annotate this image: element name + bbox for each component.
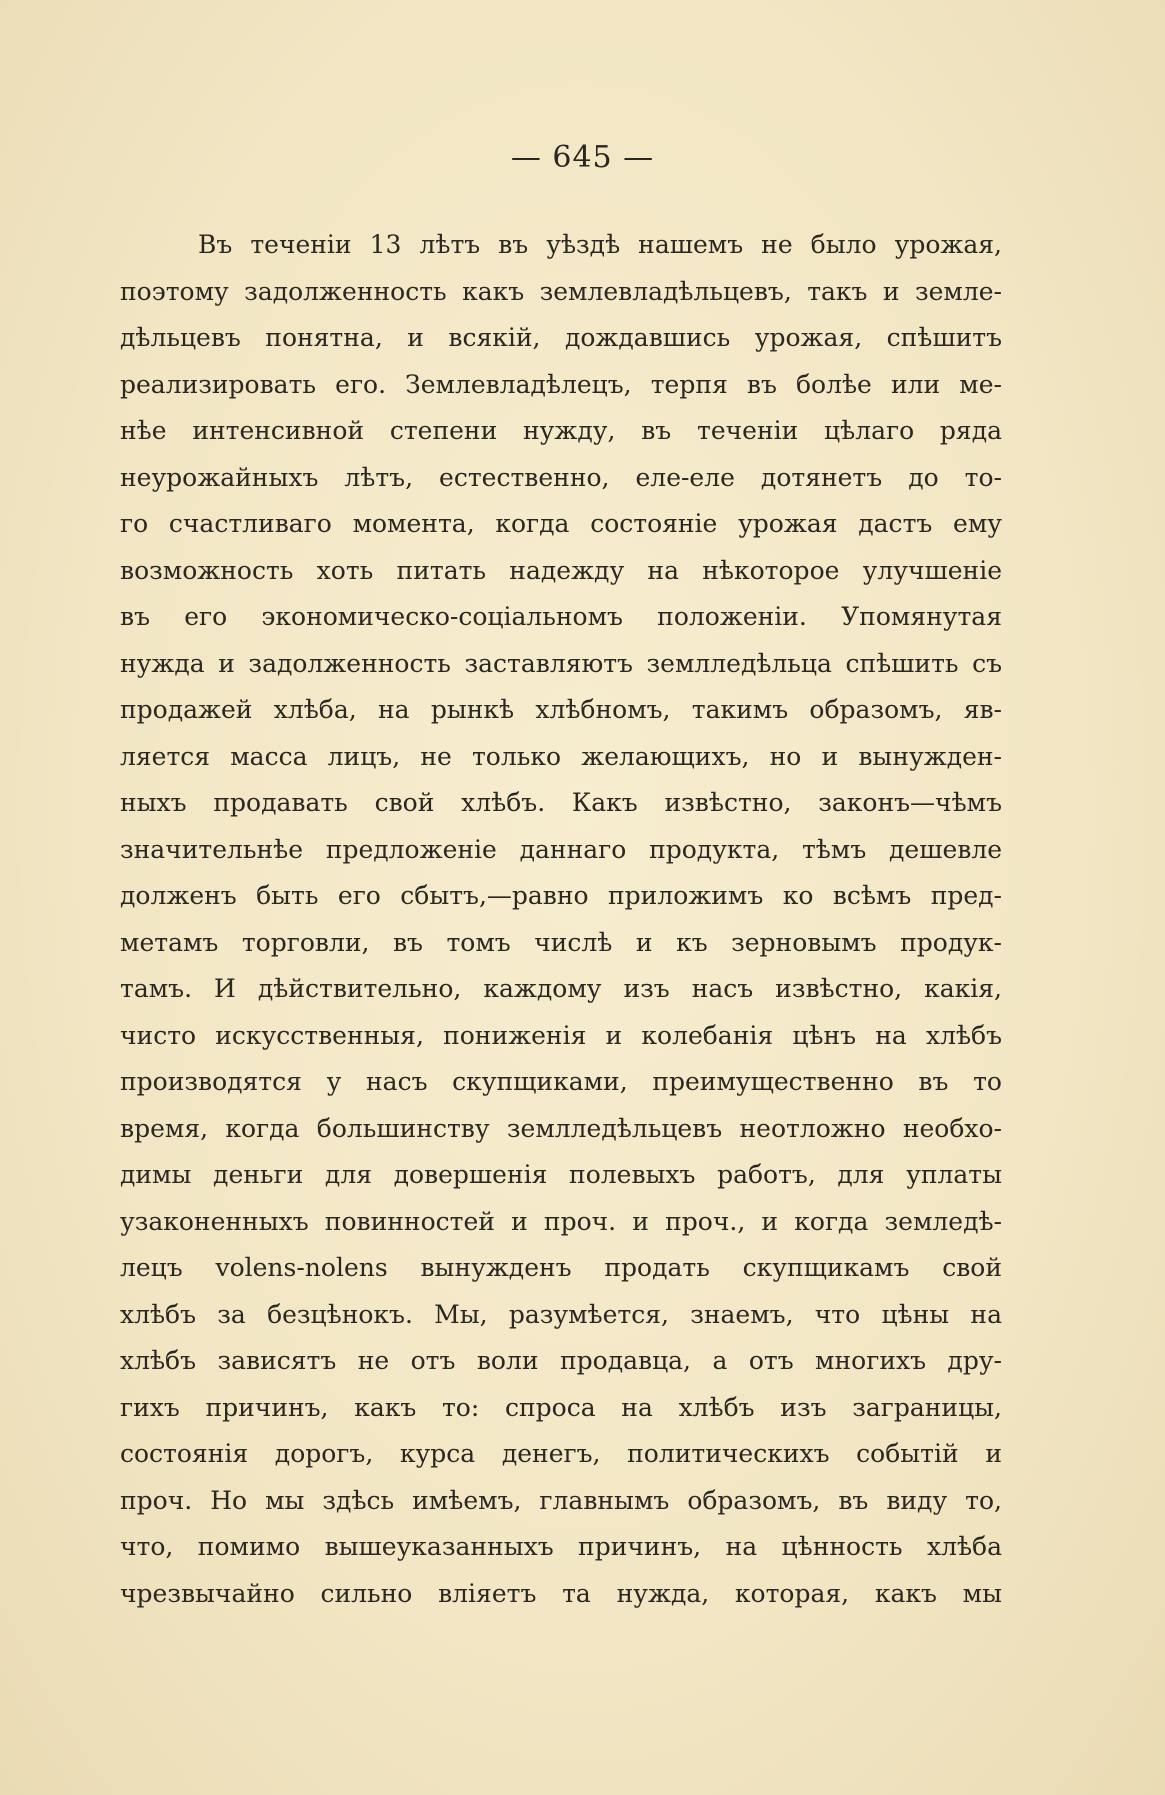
text-line: что, помимо вышеуказанныхъ причинъ, на цѣнность хлѣба bbox=[120, 1532, 1002, 1561]
text-line: метамъ торговли, въ томъ числѣ и къ зерновымъ продук- bbox=[120, 927, 1002, 957]
text-line: го счастливаго момента, когда состояніе урожая дастъ ему bbox=[120, 509, 1002, 538]
text-line: возможность хоть питать надежду на нѣкоторое улучшеніе bbox=[120, 555, 1002, 585]
text-line: гихъ причинъ, какъ то: спроса на хлѣбъ изъ заграницы, bbox=[120, 1392, 1002, 1422]
text-line: ляется масса лицъ, не только желающихъ, но и вынужден- bbox=[120, 741, 1002, 771]
text-line: продажей хлѣба, на рынкѣ хлѣбномъ, такимъ образомъ, яв- bbox=[120, 695, 1002, 724]
text-line: дѣльцевъ понятна, и всякій, дождавшись урожая, спѣшитъ bbox=[120, 323, 1002, 352]
text-line: чисто искусственныя, пониженія и колебанія цѣнъ на хлѣбъ bbox=[120, 1020, 1002, 1050]
text-line: ныхъ продавать свой хлѣбъ. Какъ извѣстно, законъ—чѣмъ bbox=[120, 788, 1002, 817]
text-line: производятся у насъ скупщиками, преимущественно въ то bbox=[120, 1067, 1002, 1096]
text-line: значительнѣе предложеніе даннаго продукта, тѣмъ дешевле bbox=[120, 834, 1002, 864]
text-line: время, когда большинству землледѣльцевъ неотложно необхо- bbox=[120, 1113, 1002, 1143]
text-line: Въ теченіи 13 лѣтъ въ уѣздѣ нашемъ не было урожая, bbox=[198, 230, 1002, 259]
text-line: долженъ быть его сбытъ,—равно приложимъ ко всѣмъ пред- bbox=[120, 881, 1002, 910]
text-line: въ его экономическо-соціальномъ положеніи. Упомянутая bbox=[120, 602, 1002, 631]
text-line: хлѣбъ за безцѣнокъ. Мы, разумѣется, знаемъ, что цѣны на bbox=[120, 1299, 1002, 1329]
text-line: нѣе интенсивной степени нужду, въ теченіи цѣлаго ряда bbox=[120, 416, 1002, 445]
text-line: поэтому задолженность какъ землевладѣльцевъ, такъ и земле- bbox=[120, 276, 1002, 306]
text-line: неурожайныхъ лѣтъ, естественно, еле-еле дотянетъ до то- bbox=[120, 462, 1002, 492]
text-line: чрезвычайно сильно вліяетъ та нужда, которая, какъ мы bbox=[120, 1578, 1002, 1608]
text-line: тамъ. И дѣйствительно, каждому изъ насъ извѣстно, какія, bbox=[120, 974, 1002, 1003]
text-line: лецъ volens-nolens вынужденъ продать скупщикамъ свой bbox=[120, 1253, 1002, 1282]
text-line: реализировать его. Землевладѣлецъ, терпя въ болѣе или ме- bbox=[120, 369, 1002, 399]
text-line: димы деньги для довершенія полевыхъ работъ, для уплаты bbox=[120, 1160, 1002, 1189]
text-line: проч. Но мы здѣсь имѣемъ, главнымъ образомъ, въ виду то, bbox=[120, 1485, 1002, 1515]
text-line: хлѣбъ зависятъ не отъ воли продавца, а отъ многихъ дру- bbox=[120, 1346, 1002, 1375]
text-line: состоянія дорогъ, курса денегъ, политическихъ событій и bbox=[120, 1439, 1002, 1468]
text-line: узаконенныхъ повинностей и проч. и проч., и когда земледѣ- bbox=[120, 1206, 1002, 1236]
text-line: нужда и задолженность заставляютъ землледѣльца спѣшить съ bbox=[120, 648, 1002, 678]
page-number: — 645 — bbox=[510, 140, 655, 175]
body-text bbox=[120, 222, 1002, 1617]
